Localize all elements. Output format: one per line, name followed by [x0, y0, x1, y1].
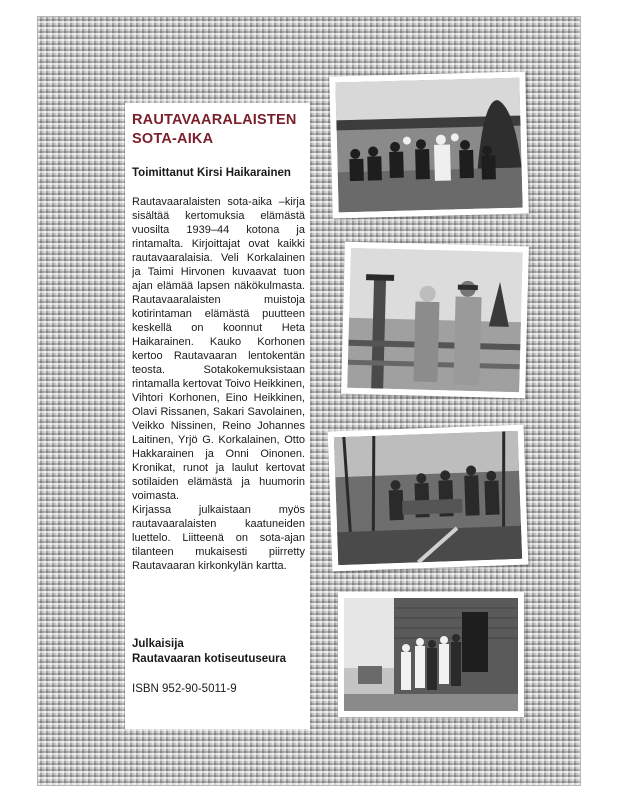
publisher-name: Rautavaaran kotiseutuseura: [132, 653, 287, 665]
blurb: [132, 195, 305, 573]
photo-group-in-field-image: [335, 78, 522, 213]
photo-two-people-by-fence: [341, 242, 529, 399]
blurb-paragraph-2: Kirjassa julkaistaan myös rautavaaralaisten kaatuneiden luettelo. Liitteenä on sota-ajan tilanteen mukaisesti piirretty Rautavaaran kirkonkylän kartta.: [132, 504, 305, 572]
photo-soldiers-in-forest: [328, 425, 529, 572]
editor-credit: Toimittanut Kirsi Haikarainen: [132, 167, 291, 179]
photo-group-by-house-image: [344, 598, 518, 711]
blurb-paragraph-1: Rautavaaralaisten sota-aika –kirja sisältää kertomuksia elämästä vuosilta 1939–44 kotona ja rintamalta. Kirjoittajat ovat kaikki rautavaaralaisia. Veli Korkalainen ja Taimi Hirvonen kuvaavat tuon ajan elämää lapsen näkökulmasta. Rautavaaralaisten muistoja kotirintaman elämästä puutteen keskellä on koonnut Heta Haikarainen. Kauko Korhonen kertoo Rautavaaran lentokentän teosta. Sotakokemuksistaan rintamalla kertovat Toivo Heikkinen, Vihtori Korhonen, Eino Heikkinen, Olavi Rissanen, Sakari Savolainen, Veikko Nissinen, Reino Johannes Laitinen, Yrjö G. Korkalainen, Otto Hakkarainen ja Onni Oinonen. Kronikat, runot ja laulut kertovat sotilaiden elämästä ja huumorin voimasta.: [132, 196, 305, 502]
book-title-line-1: RAUTAVAARALAISTEN: [132, 112, 297, 128]
photo-group-in-field: [329, 71, 529, 218]
publisher: [132, 637, 286, 667]
photo-two-people-by-fence-image: [347, 248, 523, 392]
isbn: ISBN 952-90-5011-9: [132, 683, 237, 695]
book-title-line-2: SOTA-AIKA: [132, 131, 214, 147]
photo-soldiers-in-forest-image: [334, 431, 522, 565]
photo-group-by-house: [338, 592, 524, 717]
book-title: [132, 111, 297, 149]
text-panel: [125, 103, 310, 729]
publisher-label: Julkaisija: [132, 638, 184, 650]
